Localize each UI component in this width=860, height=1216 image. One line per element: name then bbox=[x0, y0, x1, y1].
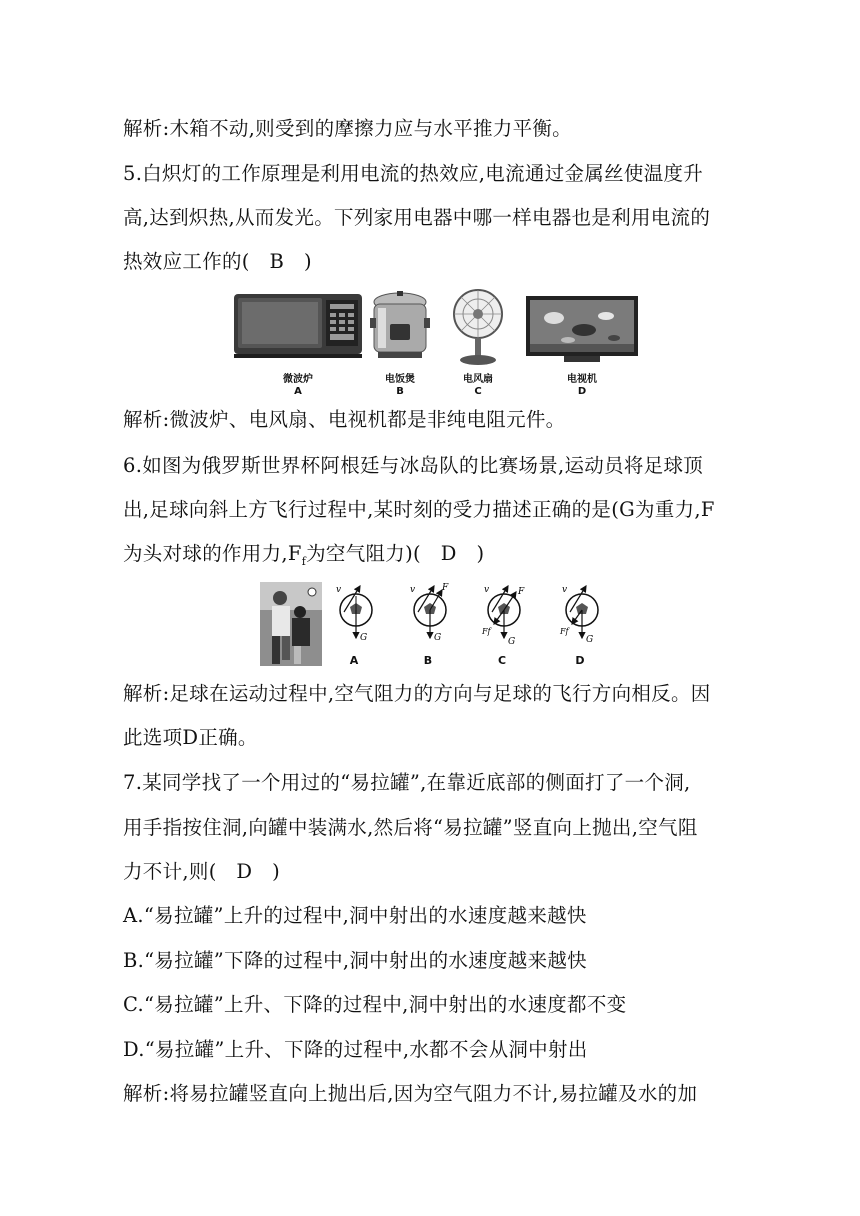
force-option-a-diagram bbox=[326, 582, 386, 654]
question-5-line-2: 高,达到炽热,从而发光。下列家用电器中哪一样电器也是利用电流的 bbox=[123, 206, 711, 229]
force-option-c-label: C bbox=[497, 654, 507, 667]
question-6-line-3: 为头对球的作用力$,F_f$为空气阻力)( D ) bbox=[123, 542, 485, 568]
question-6-line-1: 6.如图为俄罗斯世界杯阿根廷与冰岛队的比赛场景,运动员将足球顶 bbox=[123, 454, 704, 477]
svg-text:G: G bbox=[508, 637, 516, 647]
svg-text:v: v bbox=[562, 585, 568, 595]
force-option-b-diagram bbox=[400, 582, 460, 654]
svg-text:G: G bbox=[586, 635, 594, 645]
analysis-line-1: 解析:木箱不动,则受到的摩擦力应与水平推力平衡。 bbox=[123, 117, 572, 140]
question-7-line-1: 7.某同学找了一个用过的“易拉罐”,在靠近底部的侧面打了一个洞, bbox=[123, 771, 691, 794]
option-c: C.“易拉罐”上升、下降的过程中,洞中射出的水速度都不变 bbox=[123, 993, 627, 1016]
question-7-line-2: 用手指按住洞,向罐中装满水,然后将“易拉罐”竖直向上抛出,空气阻 bbox=[123, 816, 698, 839]
option-b: B.“易拉罐”下降的过程中,洞中射出的水速度越来越快 bbox=[123, 949, 587, 972]
appliance-label-d: 电视机 D bbox=[567, 374, 597, 397]
appliance-label-b: 电饭煲 B bbox=[385, 374, 415, 397]
match-photo bbox=[260, 582, 322, 666]
svg-text:v: v bbox=[410, 585, 416, 595]
electric-fan-image bbox=[448, 288, 508, 366]
appliance-label-a: 微波炉 A bbox=[283, 374, 313, 397]
analysis-line-2: 解析:微波炉、电风扇、电视机都是非纯电阻元件。 bbox=[123, 408, 566, 431]
force-option-d-diagram bbox=[552, 582, 612, 654]
football-figure bbox=[260, 582, 620, 668]
question-5-line-1: 5.白炽灯的工作原理是利用电流的热效应,电流通过金属丝使温度升 bbox=[123, 162, 704, 185]
question-5-line-3: 热效应工作的( B ) bbox=[123, 250, 312, 273]
svg-text:G: G bbox=[360, 633, 368, 643]
appliance-label-c: 电风扇 C bbox=[463, 374, 493, 397]
force-option-b-label: B bbox=[423, 654, 433, 667]
appliances-figure bbox=[228, 288, 648, 400]
question-7-line-3: 力不计,则( D ) bbox=[123, 860, 281, 883]
force-option-a-label: A bbox=[349, 654, 359, 667]
svg-text:F: F bbox=[442, 583, 449, 593]
svg-text:Ff: Ff bbox=[560, 627, 569, 636]
svg-text:G: G bbox=[434, 633, 442, 643]
analysis-line-5: 解析:将易拉罐竖直向上抛出后,因为空气阻力不计,易拉罐及水的加 bbox=[123, 1082, 698, 1105]
svg-text:F: F bbox=[518, 587, 525, 597]
force-option-d-label: D bbox=[575, 654, 585, 667]
svg-text:v: v bbox=[336, 585, 342, 595]
microwave-image bbox=[232, 290, 364, 360]
force-option-c-diagram bbox=[474, 582, 534, 654]
svg-text:v: v bbox=[484, 585, 490, 595]
television-image bbox=[524, 294, 640, 366]
option-d: D.“易拉罐”上升、下降的过程中,水都不会从洞中射出 bbox=[123, 1038, 588, 1061]
svg-text:Ff: Ff bbox=[482, 627, 491, 636]
option-a: A.“易拉罐”上升的过程中,洞中射出的水速度越来越快 bbox=[123, 904, 587, 927]
analysis-line-3: 解析:足球在运动过程中,空气阻力的方向与足球的飞行方向相反。因 bbox=[123, 682, 711, 705]
analysis-line-4: 此选项D正确。 bbox=[123, 726, 258, 749]
rice-cooker-image bbox=[368, 290, 432, 364]
question-6-line-2: 出,足球向斜上方飞行过程中,某时刻的受力描述正确的是(G为重力,F bbox=[123, 498, 715, 521]
